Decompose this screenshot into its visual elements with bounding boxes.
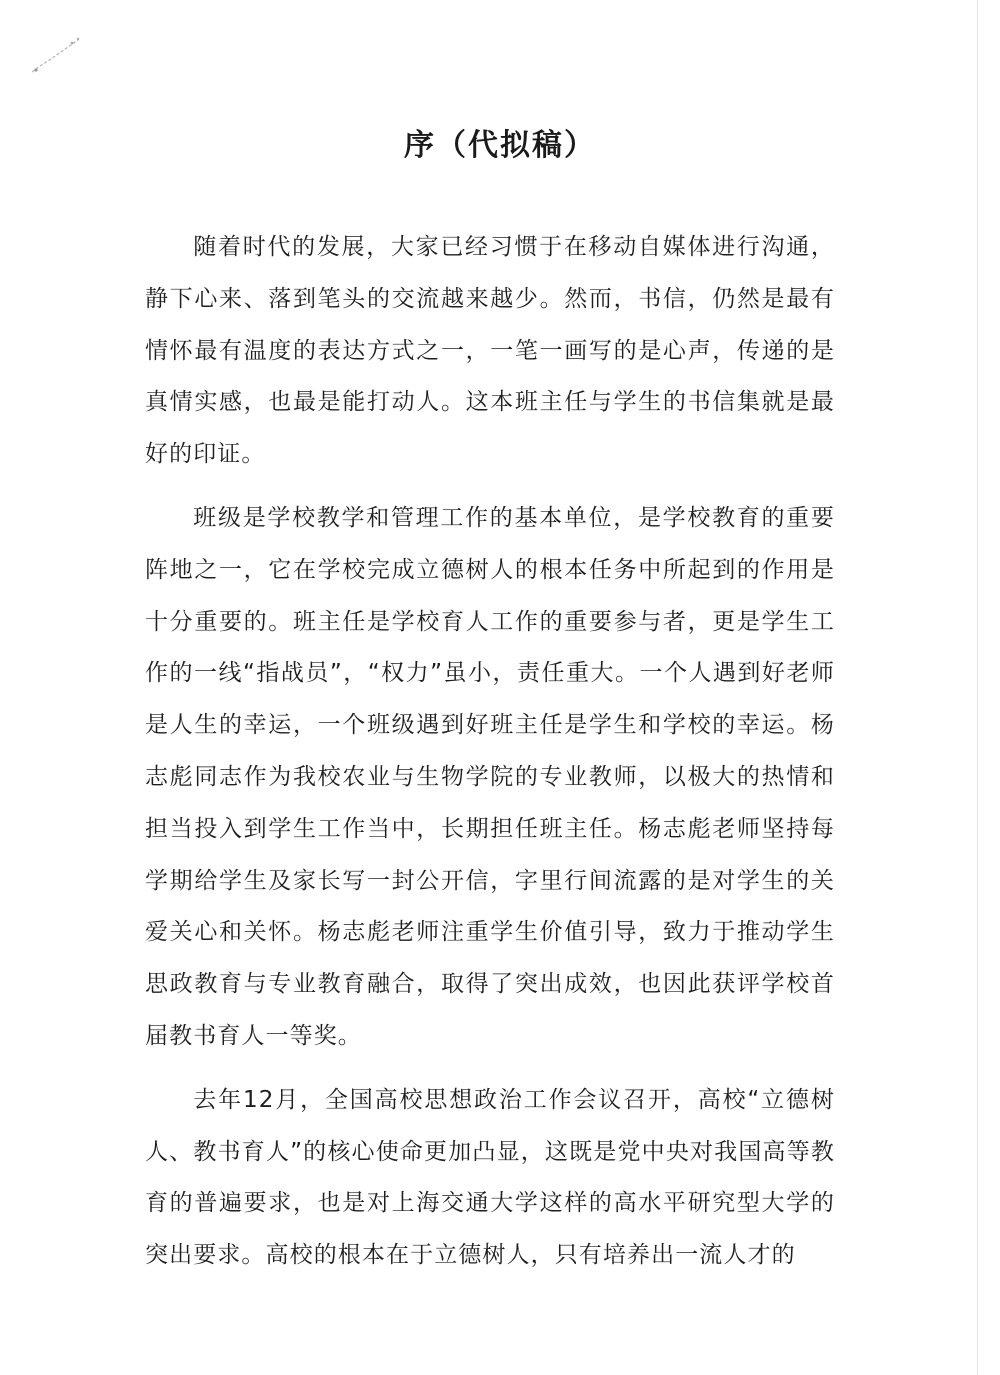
paragraph: 随着时代的发展，大家已经习惯于在移动自媒体进行沟通，静下心来、落到笔头的交流越来越少。然而，书信，仍然是最有情怀最有温度的表达方式之一，一笔一画写的是心声，传递的是真情实感，也最是能打动人。这本班主任与学生的书信集就是最好的印证。	[145, 234, 835, 468]
document-body	[145, 222, 835, 1294]
document-title: 序（代拟稿）	[404, 128, 596, 163]
page-edge	[977, 0, 978, 1375]
staple-mark-icon	[28, 28, 88, 78]
paragraph: 班级是学校教学和管理工作的基本单位，是学校教育的重要阵地之一，它在学校完成立德树人的根本任务中所起到的作用是十分重要的。班主任是学校育人工作的重要参与者，更是学生工作的一线“指战员”，“权力”虽小，责任重大。一个人遇到好老师是人生的幸运，一个班级遇到好班主任是学生和学校的幸运。杨志彪同志作为我校农业与生物学院的专业教师，以极大的热情和担当投入到学生工作当中，长期担任班主任。杨志彪老师坚持每学期给学生及家长写一封公开信，字里行间流露的是对学生的关爱关心和关怀。杨志彪老师注重学生价值引导，致力于推动学生思政教育与专业教育融合，取得了突出成效，也因此获评学校首届教书育人一等奖。	[145, 504, 835, 1049]
paragraph: 去年12月，全国高校思想政治工作会议召开，高校“立德树人、教书育人”的核心使命更加凸显，这既是党中央对我国高等教育的普遍要求，也是对上海交通大学这样的高水平研究型大学的突出要求。高校的根本在于立德树人，只有培养出一流人才的	[145, 1086, 835, 1269]
